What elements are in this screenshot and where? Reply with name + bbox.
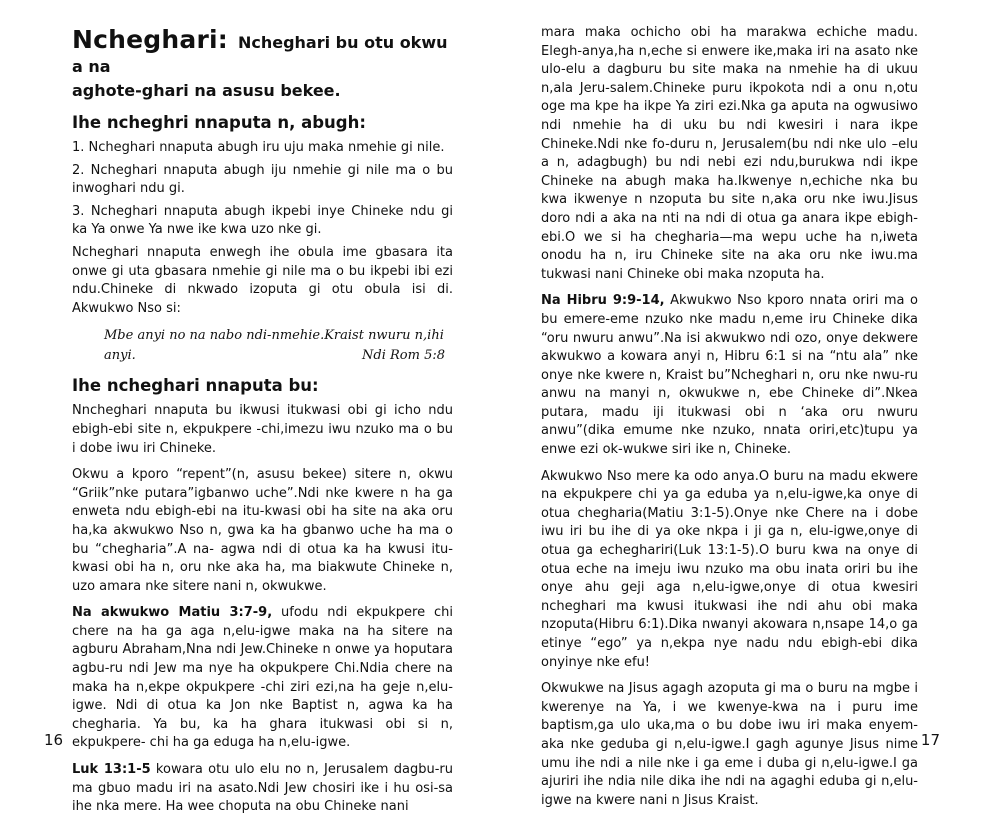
list-item-3: 3. Ncheghari nnaputa abugh ikpebi inye Chineke ndu gi ka Ya onwe Ya nwe ike kwa uzo nke gi. <box>72 203 453 238</box>
right-page <box>495 0 990 808</box>
paragraph-hebrews <box>541 292 918 459</box>
paragraph-luke <box>72 761 453 817</box>
paragraph-repent-word: Okwu a kporo “repent”(n, asusu bekee) sitere n, okwu “Griik”nke putara”igbanwo uche”.Ndi nke kwere n ha ga enweta ndu ebigh-ebi na itu-kwasi obi ha site na aka oru ha,ka akwukwo Nso n, gwa ka ha gbanwo uche ha ma o bu “chegharia”.A na- agwa ndi di otua ka ha kwusi itu-kwasi obi ha n, oru nke aka ha, ma biakwute Chineke n, uzo amara nke sitere nani n, okwukwe. <box>72 467 453 594</box>
page-title <box>72 25 453 103</box>
title-word: Ncheghari: <box>72 25 228 54</box>
paragraph-hebrews-text: Akwukwo Nso kporo nnata oriri ma o bu emere-eme nzuko nke madu n,eme iru Chineke dika “oru nwuru anwu”.Na isi akwukwo ndi ozo, onye dekwere akwukwo a kowara anyi n, Hibru 6:1 si na “ntu ala” nke onye nke kwere n, Kraist bu”Ncheghari n, oru nke nwu-ru anwu na manyi n, okwukwe n, ebe Chineke di”.Nkea putara, madu iji itukwasi obi n ‘aka oru nwuru anwu”(dika emume nke nzuko, nnata oriri,etc)tupu ya enwe ezi ok-wukwe siri ike n, Chineke. <box>541 293 918 458</box>
page-number-left: 16 <box>44 731 64 749</box>
quote-line-2 <box>104 346 453 366</box>
heading-repentance-is: Ihe ncheghari nnaputa bu: <box>72 376 319 396</box>
reference-luke: Luk 13:1-5 <box>72 762 151 778</box>
list-item-2: 2. Ncheghari nnaputa abugh iju nmehie gi nile ma o bu inwoghari ndu gi. <box>72 162 453 197</box>
heading-not-repentance: Ihe ncheghri nnaputa n, abugh: <box>72 113 366 132</box>
paragraph-definition: Nncheghari nnaputa bu ikwusi itukwasi obi gi icho ndu ebigh-ebi site n, ekpukpere -chi,imezu iwu nzuko ma o bu i dobe iwu iri Chineke. <box>72 403 453 456</box>
paragraph-continued: mara maka ochicho obi ha marakwa echiche madu. Elegh-anya,ha n,eche si enwere ike,maka iri na asato nke ulo-elu a dagburu bu site maka na nmehie ha di ukuu n,ala Jeru-salem.Chineke puru ikpokota ndi a onu n,otu oge ma kpe ha ikpe Ya ziri ezi.Nka ga aputa na ogwusiwo ndi nmehie ha di uku bu ndi kwesiri i nara ikpe Chineke.Ndi nke fo-duru n, Jerusalem(bu ndi nke ulo –elu a n, adagbugh) bu ndi nebi ezi ndu,burukwa ndi ikpe Chineke na abugh maka ha.Ikwenye n,echiche nka bu kwa ikwenye n nzoputa bu site n,aka oru nke iwu.Jisus doro ndi a aka na nti na ndi di otua ga anara ikpe ebigh-ebi.O we si ha chegharia—ma wepu uche ha n,iweta onodu ha n, iru Chineke site na aka oru nke iwu.ma tukwasi nani Chineke obi maka nzoputa ha. <box>541 25 918 282</box>
reference-matthew: Na akwukwo Matiu 3:7-9, <box>72 605 273 621</box>
title-subtitle: Ncheghari bu otu okwu a na <box>72 33 448 76</box>
quote-line-1 <box>104 326 453 346</box>
scripture-quote <box>104 326 453 366</box>
quote-reference: Ndi Rom 5:8 <box>362 348 445 364</box>
paragraph-intro: Ncheghari nnaputa enwegh ihe obula ime gbasara ita onwe gi uta gbasara nmehie gi nile ma o bu ikpebi ibi ezi ndu.Chineke di nkwado izoputa gi otu obula isi di. Akwukwo Nso si: <box>72 244 453 316</box>
paragraph-luke-text: kowara otu ulo elu no n, Jerusalem dagbu-ru ma gbuo madu iri na asato.Ndi Jew chosiri ike i hu osi-sa ihe nka mere. Ha wee choputa na obu Chineke nani <box>72 762 453 815</box>
left-page <box>0 0 495 815</box>
reference-hebrews: Na Hibru 9:9-14, <box>541 293 665 309</box>
list-item-1: 1. Ncheghari nnaputa abugh iru uju maka nmehie gi nile. <box>72 140 445 155</box>
paragraph-scripture-clear: Akwukwo Nso mere ka odo anya.O buru na madu ekwere na ekpukpere chi ya ga eduba ya n,elu-igwe,ka onye di otua chegharia(Matiu 3:1-5).Onye nke Chere na i dobe iwu iri bu ihe di ya oke nkpa i ji ga n, elu-igwe,onye di otua ga echeghariri(Luk 13:1-5).O buru kwa na onye di otua eche na imeju iwu nzuko ma obu inata oriri bu ihe onye ahu geji aga n,elu-igwe,onye di otua kwesiri ncheghari ma kwusi itukwasi ihe ndi ahu obi maka nzoputa(Hibru 6:1).Dika nwanyi akowara n,nsape 14,o ga etinye “ego” ya n,ekpa nye nadu ndu ebigh-ebi dika onyinye nke efu! <box>541 468 918 670</box>
title-subtitle-continued: aghote-ghari na asusu bekee. <box>72 81 341 100</box>
quote-text-1: Mbe anyi no na nabo ndi-nmehie.Kraist nwuru n,ihi <box>104 328 444 344</box>
quote-text-2: anyi. <box>104 348 136 364</box>
paragraph-matthew-text: ufodu ndi ekpukpere chi chere na ha ga aga n,elu-igwe maka na ha sitere na agburu Abraham,Nna ndi Jew.Chineke n onwe ya hoputara agbu-ru ndi Jew ma nye ha okpukpere Chi.Ndia chere na maka ha n,ekpe okpukpere -chi ziri ezi,na ha geje n,elu-igwe. Ndi di otua ka Jon nke Baptist n, agwa ka ha chegharia. Ya bu, ka ha ghara itukwasi obi si n, ekpukpere- chi ha ga eduga ha n,elu-igwe. <box>72 605 453 751</box>
paragraph-faith-jesus: Okwukwe na Jisus agagh azoputa gi ma o buru na mgbe i kwerenye na Ya, i we kwenye-kwa na i puru ime baptism,ga ulo uka,ma o bu dobe iwu iri maka enyem-aka nke geduba gi n,elu-igwe.I gagh agunye Jisus nime umu ihe ndi a nile nke i ga eme i duba gi n,elu-igwe.I ga ajuriri ihe ndia nile dika ihe ndi na agaghi eduba gi n,elu-igwe na kwere nani n Jisus Kraist. <box>541 681 918 808</box>
paragraph-matthew <box>72 604 453 753</box>
page-number-right: 17 <box>920 731 940 749</box>
